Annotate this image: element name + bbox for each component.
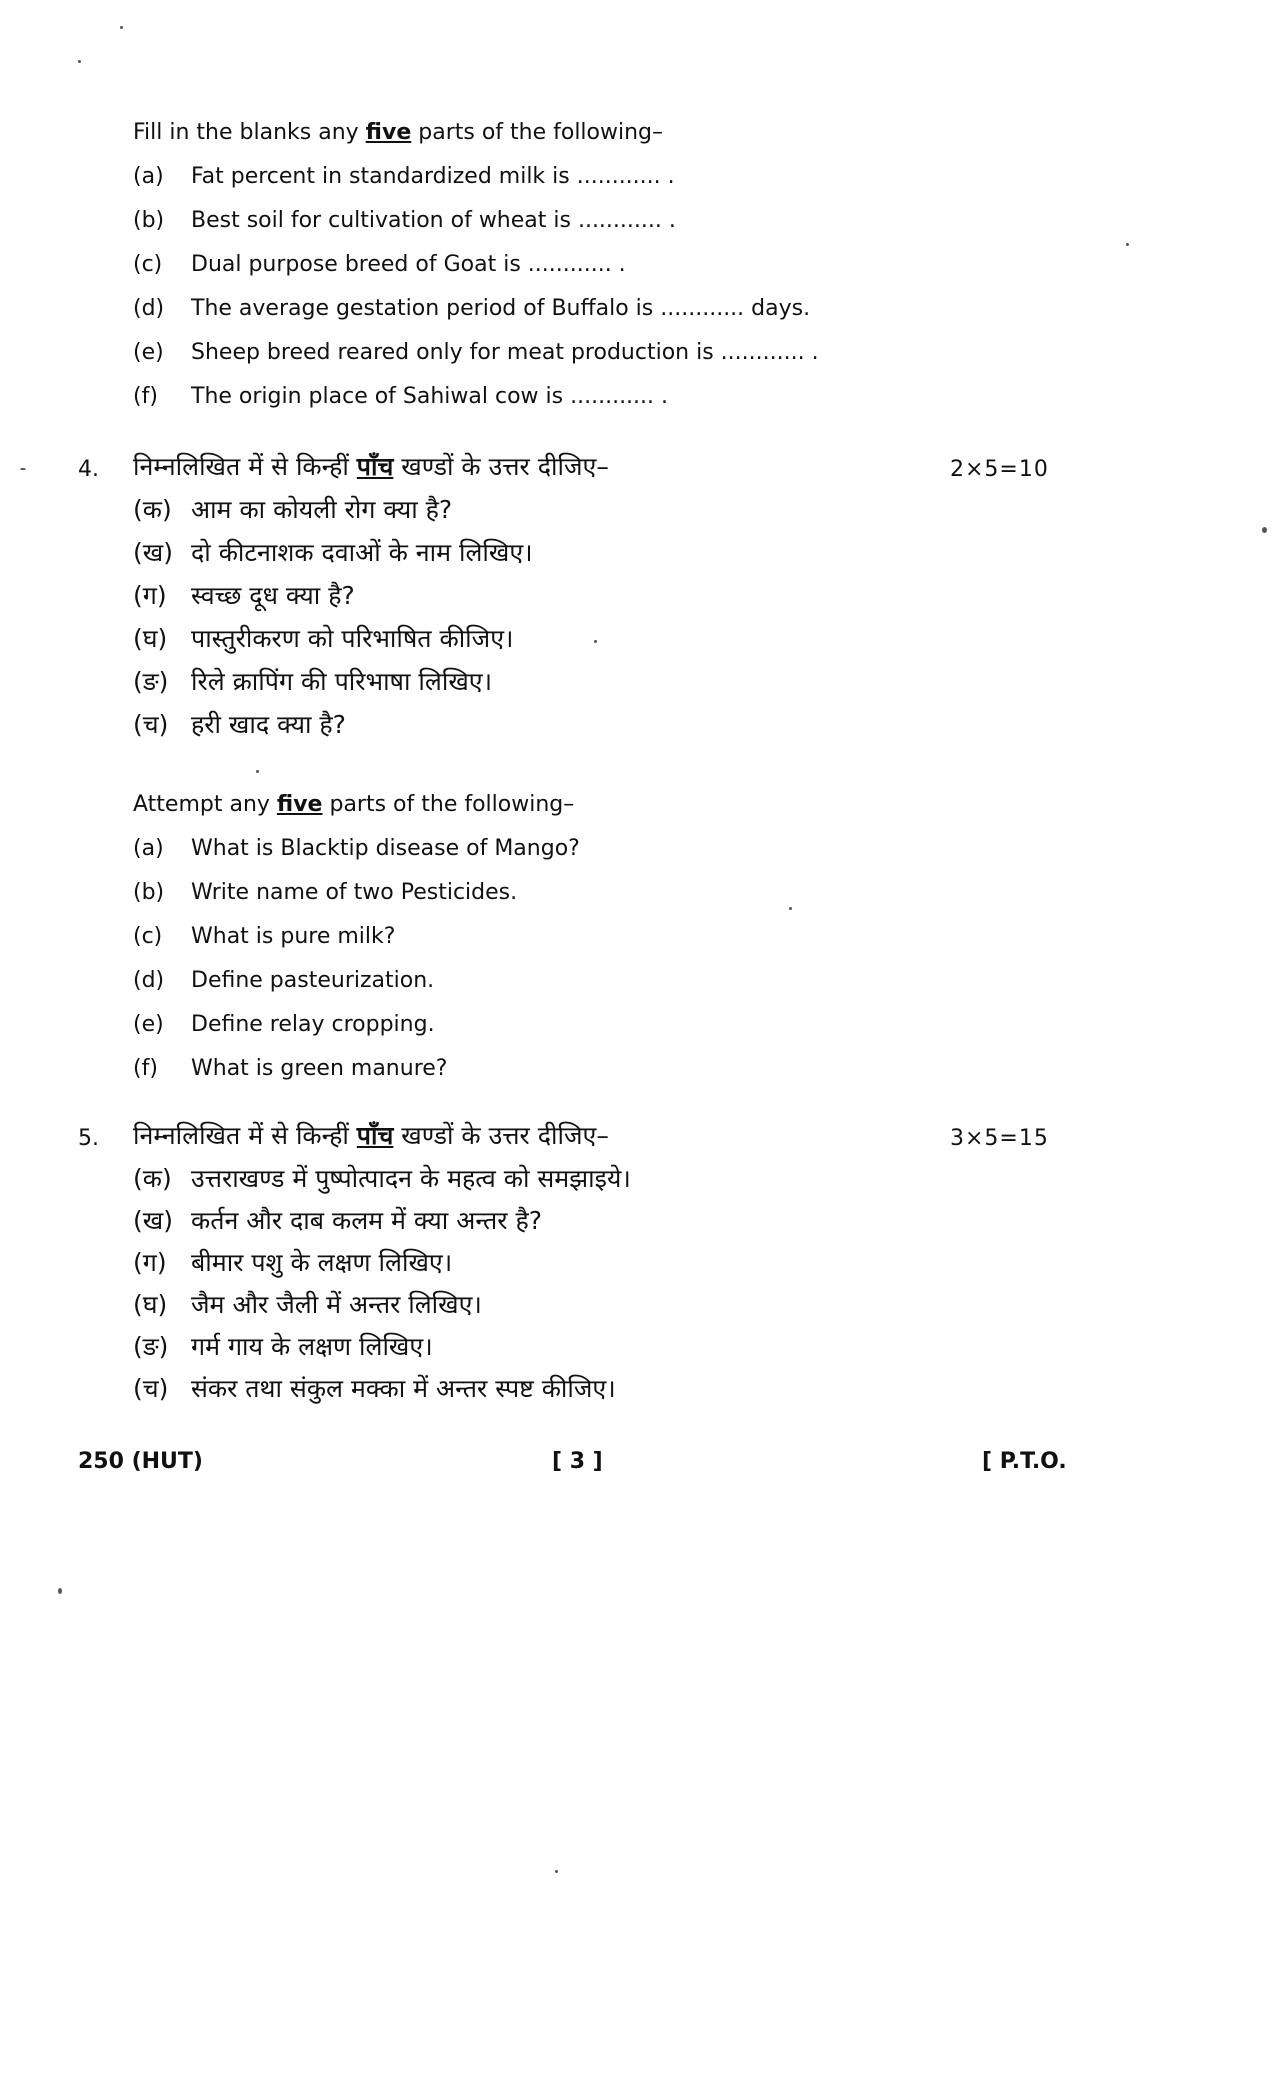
q4-hindi-item-kha	[133, 538, 533, 568]
q3-english-instruction-post: parts of the following–	[411, 120, 664, 145]
q4-english-item-a	[133, 834, 580, 864]
q4-hindi-instruction-emph: पाँच	[356, 452, 394, 481]
item-text: हरी खाद क्या है?	[191, 710, 346, 739]
item-label: (f)	[133, 1056, 158, 1081]
q5-hindi-instruction-emph: पाँच	[356, 1121, 394, 1150]
q4-hindi-instruction	[133, 452, 609, 482]
q4-english-item-f	[133, 1054, 447, 1084]
q4-hindi-item-ka	[133, 495, 452, 525]
q4-hindi-item-nga	[133, 667, 492, 697]
scan-speck	[789, 907, 792, 910]
item-label: (घ)	[133, 624, 168, 653]
q4-hindi-item-ga	[133, 581, 355, 611]
q4-hindi-instruction-post: खण्डों के उत्तर दीजिए–	[393, 452, 609, 481]
please-turn-over: [ P.T.O.	[982, 1449, 1067, 1474]
q5-hindi-item-ga	[133, 1248, 452, 1278]
q5-hindi-instruction-pre: निम्नलिखित में से किन्हीं	[133, 1121, 357, 1150]
q3-english-instruction-pre: Fill in the blanks any	[133, 120, 366, 145]
q5-marks: 3×5=15	[950, 1126, 1049, 1151]
item-text: उत्तराखण्ड में पुष्पोत्पादन के महत्व को समझाइये।	[191, 1164, 631, 1193]
q3-english-instruction-emph: five	[365, 120, 412, 145]
q4-english-instruction-pre: Attempt any	[133, 792, 277, 817]
item-label: (e)	[133, 1012, 164, 1037]
q4-hindi-instruction-pre: निम्नलिखित में से किन्हीं	[133, 452, 357, 481]
scan-speck	[20, 468, 26, 470]
item-label: (च)	[133, 1374, 169, 1403]
scan-speck	[58, 1588, 62, 1594]
q4-english-item-e	[133, 1010, 435, 1040]
item-label: (ख)	[133, 1206, 173, 1235]
q4-marks: 2×5=10	[950, 457, 1049, 482]
q3-item-d	[133, 294, 810, 324]
q4-hindi-item-cha	[133, 710, 346, 740]
item-label: (a)	[133, 836, 164, 861]
item-text: स्वच्छ दूध क्या है?	[191, 581, 355, 610]
item-label: (e)	[133, 340, 164, 365]
item-label: (घ)	[133, 1290, 168, 1319]
item-text: Best soil for cultivation of wheat is ............ .	[191, 208, 676, 233]
item-label: (ग)	[133, 1248, 167, 1277]
item-label: (च)	[133, 710, 169, 739]
q5-hindi-item-gha	[133, 1290, 482, 1320]
scan-speck	[1262, 527, 1267, 533]
item-text: कर्तन और दाब कलम में क्या अन्तर है?	[191, 1206, 542, 1235]
item-text: संकर तथा संकुल मक्का में अन्तर स्पष्ट कीजिए।	[191, 1374, 616, 1403]
item-label: (c)	[133, 924, 163, 949]
item-label: (c)	[133, 252, 163, 277]
item-text: पास्तुरीकरण को परिभाषित कीजिए।	[191, 624, 514, 653]
item-text: What is Blacktip disease of Mango?	[191, 836, 580, 861]
item-text: What is green manure?	[191, 1056, 448, 1081]
scan-speck	[555, 1870, 558, 1873]
item-text: Write name of two Pesticides.	[191, 880, 518, 905]
item-text: What is pure milk?	[191, 924, 396, 949]
q3-item-b	[133, 206, 676, 236]
item-label: (ङ)	[133, 1332, 169, 1361]
paper-code: 250 (HUT)	[78, 1449, 203, 1474]
item-text: Define relay cropping.	[191, 1012, 435, 1037]
item-label: (ङ)	[133, 667, 169, 696]
q4-english-item-c	[133, 922, 395, 952]
item-label: (ख)	[133, 538, 173, 567]
q5-hindi-item-cha	[133, 1374, 616, 1404]
q4-hindi-item-gha	[133, 624, 514, 654]
item-text: दो कीटनाशक दवाओं के नाम लिखिए।	[191, 538, 533, 567]
scan-speck	[1126, 243, 1129, 246]
item-label: (d)	[133, 296, 165, 321]
q3-item-e	[133, 338, 819, 368]
q4-english-instruction-post: parts of the following–	[322, 792, 575, 817]
q3-english-instruction	[133, 118, 663, 148]
q3-item-a	[133, 162, 675, 192]
scan-speck	[594, 640, 597, 643]
q5-hindi-item-ka	[133, 1164, 631, 1194]
item-label: (f)	[133, 384, 158, 409]
q5-hindi-item-nga	[133, 1332, 433, 1362]
item-label: (क)	[133, 1164, 172, 1193]
item-text: The origin place of Sahiwal cow is ............ .	[191, 384, 669, 409]
item-label: (ग)	[133, 581, 167, 610]
q5-number: 5.	[78, 1126, 99, 1151]
item-text: Dual purpose breed of Goat is ............ .	[191, 252, 626, 277]
item-text: गर्म गाय के लक्षण लिखिए।	[191, 1332, 433, 1361]
item-text: Sheep breed reared only for meat production is ............ .	[191, 340, 819, 365]
item-text: जैम और जैली में अन्तर लिखिए।	[191, 1290, 482, 1319]
q4-number: 4.	[78, 457, 99, 482]
q4-english-instruction	[133, 790, 574, 820]
q5-hindi-item-kha	[133, 1206, 542, 1236]
scan-speck	[256, 770, 259, 773]
item-label: (b)	[133, 880, 165, 905]
q5-hindi-instruction	[133, 1121, 609, 1151]
item-text: Fat percent in standardized milk is ............ .	[191, 164, 675, 189]
item-text: बीमार पशु के लक्षण लिखिए।	[191, 1248, 453, 1277]
q4-english-instruction-emph: five	[276, 792, 323, 817]
q4-english-item-b	[133, 878, 517, 908]
page-number: [ 3 ]	[552, 1449, 603, 1474]
item-text: The average gestation period of Buffalo is ............ days.	[191, 296, 811, 321]
item-label: (a)	[133, 164, 164, 189]
item-label: (b)	[133, 208, 165, 233]
item-text: आम का कोयली रोग क्या है?	[191, 495, 453, 524]
scan-speck	[78, 60, 81, 63]
item-text: Define pasteurization.	[191, 968, 435, 993]
item-label: (d)	[133, 968, 165, 993]
item-label: (क)	[133, 495, 172, 524]
scan-speck	[120, 26, 123, 29]
q5-hindi-instruction-post: खण्डों के उत्तर दीजिए–	[393, 1121, 609, 1150]
q3-item-f	[133, 382, 668, 412]
q4-english-item-d	[133, 966, 434, 996]
item-text: रिले क्रापिंग की परिभाषा लिखिए।	[191, 667, 493, 696]
q3-item-c	[133, 250, 626, 280]
